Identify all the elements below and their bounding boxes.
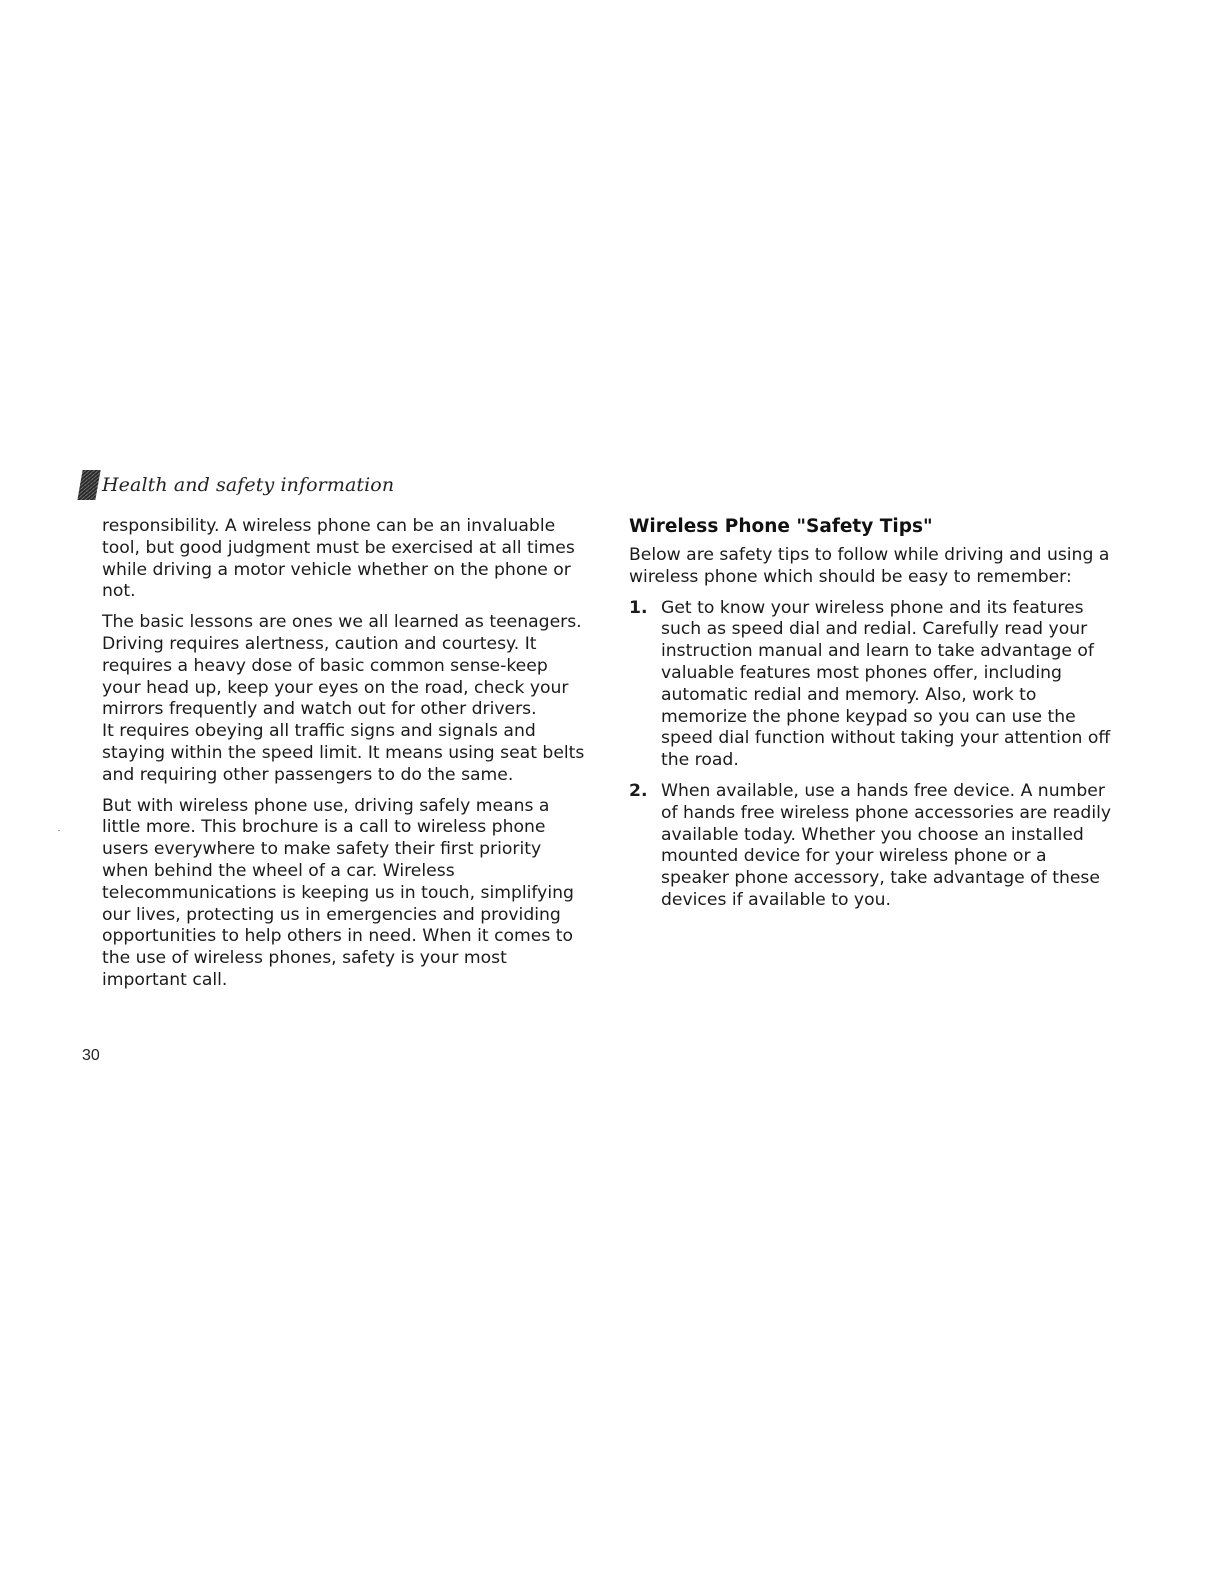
page-number: 30 (82, 1047, 100, 1064)
paragraph-basic-lessons: The basic lessons are ones we all learned as teenagers. Driving requires alertness, caution and courtesy. It requires a heavy dose of basic common sense-keep your head up, keep your eyes on the road, check your mirrors frequently and watch out for other drivers. (102, 612, 582, 720)
header-bar-icon (77, 470, 100, 500)
paragraph-wireless-use: But with wireless phone use, driving safely means a little more. This brochure is a call to wireless phone users everywhere to make safety their first priority when behind the wheel of a car. Wireless telecommunications is keeping us in touch, simplifying our lives, protecting us in emergencies and providing opportunities to help others in need. When it comes to the use of wireless phones, safety is your most important call. (102, 795, 574, 990)
left-column (102, 516, 588, 1001)
paragraph-responsibility: responsibility. A wireless phone can be an invaluable tool, but good judgment must be exercised at all times while driving a motor vehicle whether on the phone or not. (102, 516, 575, 602)
list-item-text: Get to know your wireless phone and its features such as speed dial and redial. Carefully read your instruction manual and learn to take advantage of valuable features most phones offer, including automatic redial and memory. Also, work to memorize the phone keypad so you can use the speed dial function without taking your attention off the road. (661, 597, 1111, 771)
paragraph-traffic-signs: It requires obeying all traffic signs and signals and staying within the speed limit. It means using seat belts and requiring other passengers to do the same. (102, 721, 585, 785)
list-item (629, 781, 1115, 912)
list-item-number: 1. (629, 597, 648, 618)
tips-list (629, 598, 1115, 912)
list-item-text: When available, use a hands free device. A number of hands free wireless phone accessories are readily available today. Whether you choose an installed mounted device for your wireless phone or a speaker phone accessory, take advantage of these devices if available to you. (661, 780, 1112, 910)
section-title: Wireless Phone "Safety Tips" (629, 516, 933, 537)
header-title: Health and safety information (102, 474, 395, 496)
tips-intro: Below are safety tips to follow while driving and using a wireless phone which should be easy to remember: (629, 545, 1110, 587)
right-column (629, 516, 1115, 921)
list-item (629, 598, 1115, 772)
scan-speck (58, 830, 60, 831)
list-item-number: 2. (629, 780, 648, 801)
section-header (80, 470, 394, 500)
